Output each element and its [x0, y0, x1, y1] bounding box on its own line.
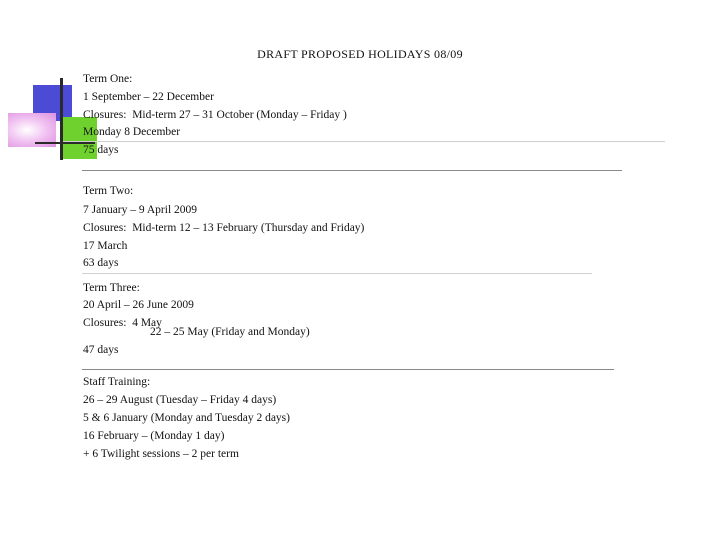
term-two-heading: Term Two: — [83, 185, 134, 197]
term-three-heading: Term Three: — [83, 282, 140, 294]
term-one-heading: Term One: — [83, 73, 133, 85]
term-one-extra: Monday 8 December — [83, 126, 181, 138]
term-two-days: 63 days — [83, 257, 119, 269]
term-three-closures-cont: 22 – 25 May (Friday and Monday) — [150, 326, 310, 338]
staff-training-item: 26 – 29 August (Tuesday – Friday 4 days) — [83, 394, 277, 406]
staff-training-item: + 6 Twilight sessions – 2 per term — [83, 448, 239, 460]
decorative-vertical-line — [60, 78, 63, 160]
term-three-dates: 20 April – 26 June 2009 — [83, 299, 194, 311]
decorative-rule — [60, 141, 665, 142]
term-two-dates: 7 January – 9 April 2009 — [83, 204, 198, 216]
term-two-closures: Closures: Mid-term 12 – 13 February (Thursday and Friday) — [83, 222, 365, 234]
term-one-dates: 1 September – 22 December — [83, 91, 214, 103]
section-divider — [82, 369, 614, 370]
staff-training-item: 5 & 6 January (Monday and Tuesday 2 days) — [83, 412, 290, 424]
section-divider — [82, 170, 622, 171]
term-two-extra: 17 March — [83, 240, 128, 252]
staff-training-item: 16 February – (Monday 1 day) — [83, 430, 225, 442]
term-three-days: 47 days — [83, 344, 119, 356]
term-three-closures: Closures: 4 May — [83, 317, 162, 329]
section-divider — [82, 273, 592, 274]
page-title: DRAFT PROPOSED HOLIDAYS 08/09 — [257, 47, 463, 61]
term-one-closures: Closures: Mid-term 27 – 31 October (Monday – Friday ) — [83, 109, 347, 121]
staff-training-heading: Staff Training: — [83, 376, 151, 388]
term-one-days: 75 days — [83, 144, 119, 156]
